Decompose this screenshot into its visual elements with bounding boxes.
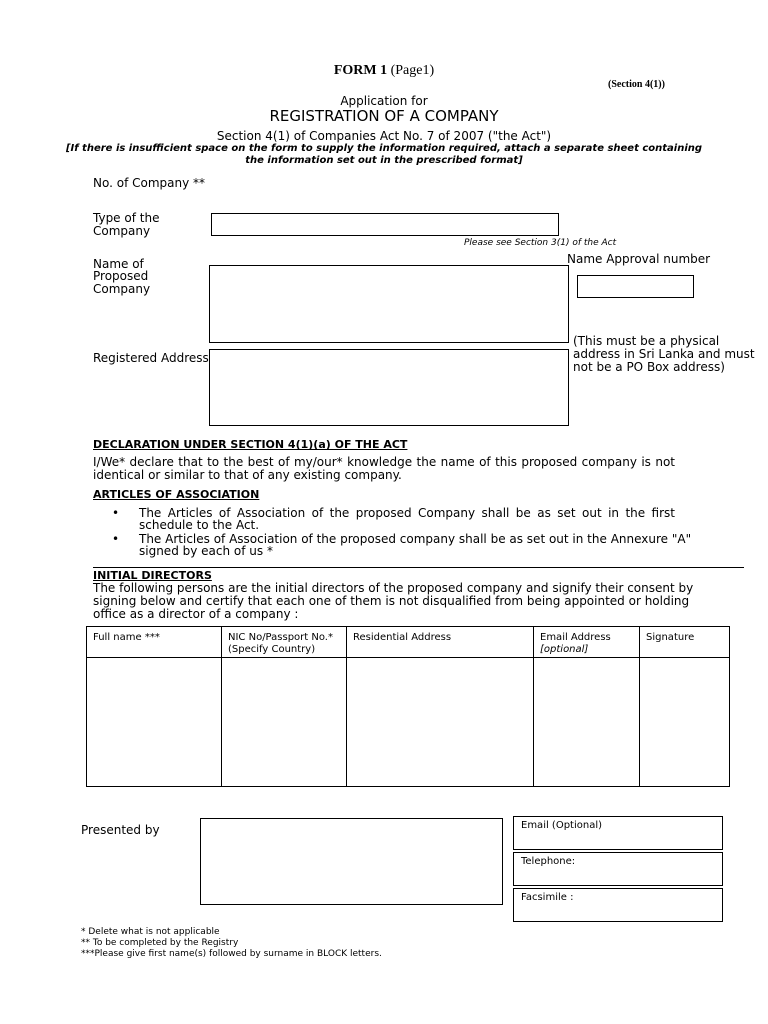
presented-by-input[interactable] xyxy=(200,818,503,905)
articles-option-1-line-2: schedule to the Act. xyxy=(139,518,260,532)
no-of-company-label: No. of Company ** xyxy=(93,176,206,190)
section-reference: (Section 4(1)) xyxy=(608,79,665,90)
bullet-icon: • xyxy=(112,506,120,520)
nic-cell[interactable] xyxy=(222,658,347,787)
address-cell[interactable] xyxy=(347,658,534,787)
instruction-line-2: the information set out in the prescribed format] xyxy=(245,155,523,166)
presenter-telephone-label: Telephone: xyxy=(521,856,576,867)
presenter-facsimile-field[interactable] xyxy=(513,888,723,922)
application-for: Application for xyxy=(340,94,428,108)
articles-option-2-line-1: The Articles of Association of the proposed company shall be as set out in the Annexure "A" xyxy=(139,532,692,546)
declaration-text-line-1: I/We* declare that to the best of my/our* knowledge the name of this proposed company is not xyxy=(93,455,675,469)
full-name-cell[interactable] xyxy=(87,658,222,787)
form-title-line xyxy=(0,62,768,80)
col-nic xyxy=(222,627,347,658)
col-nic-label: NIC No/Passport No.* xyxy=(228,632,333,643)
declaration-heading: DECLARATION UNDER SECTION 4(1)(a) OF THE ACT xyxy=(93,438,408,451)
form-title: FORM 1 xyxy=(333,63,388,78)
table-header-row xyxy=(87,627,730,658)
section-divider xyxy=(93,567,744,568)
address-note-line-3: not be a PO Box address) xyxy=(573,360,725,374)
table-row xyxy=(87,658,730,787)
directors-text-line-1: The following persons are the initial directors of the proposed company and signify their consent by xyxy=(93,581,694,595)
col-email xyxy=(534,627,640,658)
directors-table xyxy=(86,626,730,787)
name-approval-input[interactable] xyxy=(577,275,694,298)
col-email-label: Email Address xyxy=(540,632,611,643)
address-note-line-1: (This must be a physical xyxy=(573,334,720,348)
declaration-text-line-2: identical or similar to that of any existing company. xyxy=(93,468,402,482)
directors-text-line-3: office as a director of a company : xyxy=(93,607,299,621)
footnote-1: * Delete what is not applicable xyxy=(81,927,220,937)
col-signature-label: Signature xyxy=(646,632,695,643)
name-label-line-2: Proposed xyxy=(93,269,149,283)
col-full-name-label: Full name *** xyxy=(93,632,160,643)
articles-heading: ARTICLES OF ASSOCIATION xyxy=(93,488,260,501)
type-label-line-1: Type of the xyxy=(93,211,160,225)
col-address xyxy=(347,627,534,658)
articles-option-2 xyxy=(112,532,692,559)
proposed-name-input[interactable] xyxy=(209,265,569,343)
address-note-line-2: address in Sri Lanka and must xyxy=(573,347,755,361)
articles-option-2-line-2: signed by each of us * xyxy=(139,544,273,558)
directors-text-line-2: signing below and certify that each one of them is not disqualified from being appointed or holding xyxy=(93,594,690,608)
col-signature xyxy=(640,627,730,658)
company-type-input[interactable] xyxy=(211,213,559,236)
presenter-facsimile-label: Facsimile : xyxy=(521,892,574,903)
bullet-icon: • xyxy=(112,532,120,546)
articles-option-1-line-1: The Articles of Association of the proposed Company shall be as set out in the first xyxy=(139,506,675,520)
col-address-label: Residential Address xyxy=(353,632,452,643)
act-line: Section 4(1) of Companies Act No. 7 of 2007 ("the Act") xyxy=(216,129,552,143)
instruction-line-1: [If there is insufficient space on the form to supply the information required, attach a separate sheet containing xyxy=(65,143,703,154)
registered-address-input[interactable] xyxy=(209,349,569,426)
name-label-line-3: Company xyxy=(93,282,151,296)
presenter-email-label: Email (Optional) xyxy=(521,820,603,831)
footnote-2: ** To be completed by the Registry xyxy=(81,938,239,948)
directors-heading: INITIAL DIRECTORS xyxy=(93,569,212,582)
email-cell[interactable] xyxy=(534,658,640,787)
col-email-sublabel: [optional] xyxy=(540,644,589,655)
col-nic-sublabel: (Specify Country) xyxy=(228,644,316,655)
name-label-line-1: Name of xyxy=(93,257,144,271)
presenter-email-field[interactable] xyxy=(513,816,723,850)
name-approval-label: Name Approval number xyxy=(567,252,711,266)
page-label: (Page1) xyxy=(390,63,435,78)
presented-by-label: Presented by xyxy=(81,823,160,837)
registered-address-label: Registered Address xyxy=(93,351,209,365)
signature-cell[interactable] xyxy=(640,658,730,787)
type-label-line-2: Company xyxy=(93,224,151,238)
col-full-name xyxy=(87,627,222,658)
type-note: Please see Section 3(1) of the Act xyxy=(464,238,617,248)
footnote-3: ***Please give first name(s) followed by surname in BLOCK letters. xyxy=(81,949,382,959)
articles-option-1 xyxy=(112,507,675,533)
main-title: REGISTRATION OF A COMPANY xyxy=(269,107,499,125)
presenter-telephone-field[interactable] xyxy=(513,852,723,886)
